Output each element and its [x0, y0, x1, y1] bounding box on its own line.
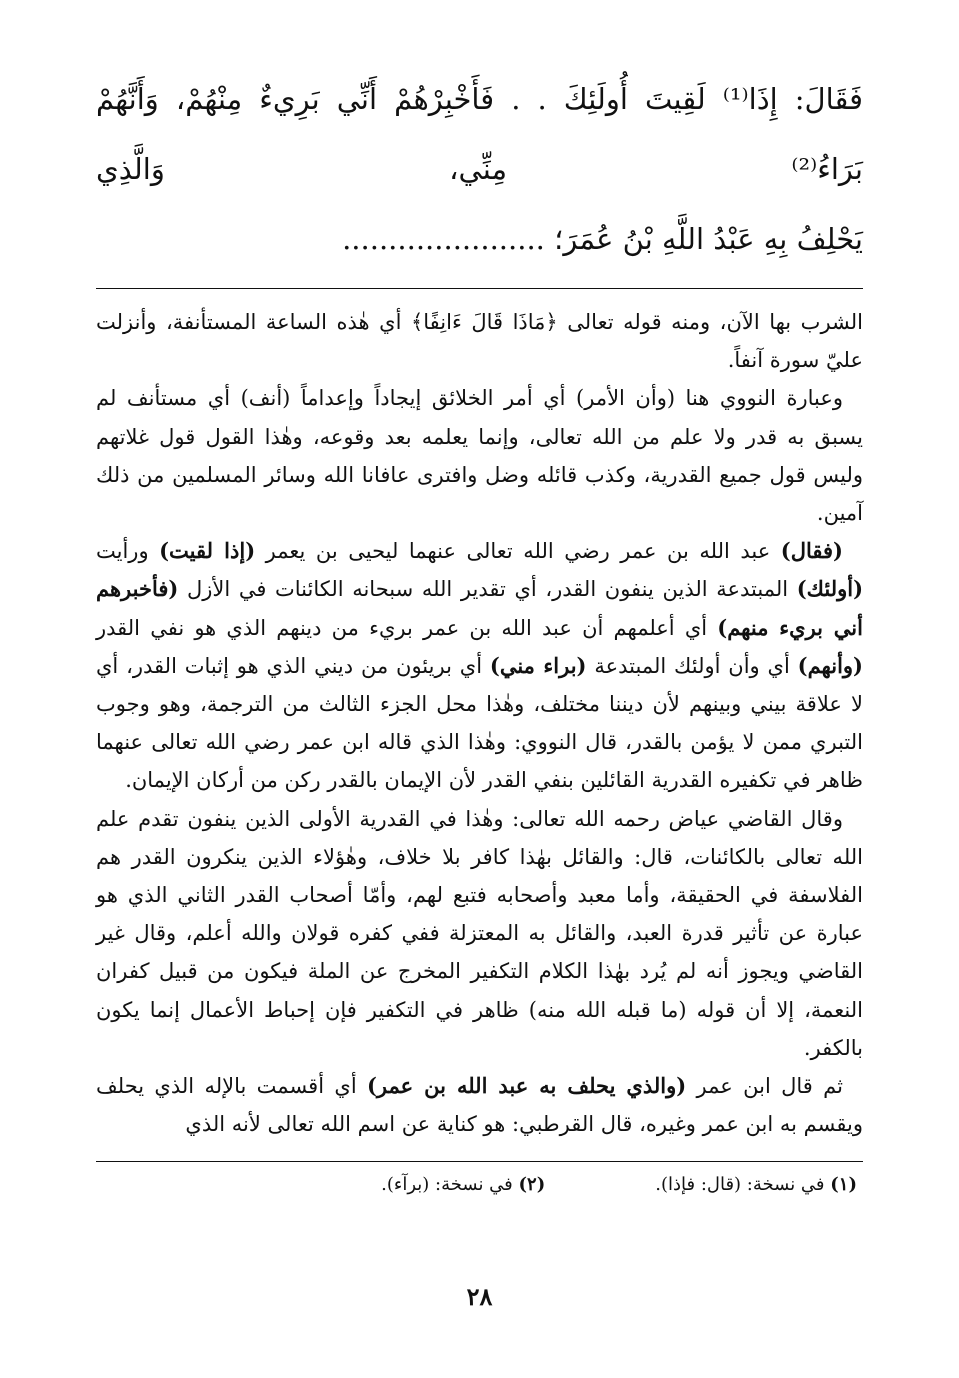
paragraph: وعبارة النووي هنا (وأن الأمر) أي أمر الخلائق إيجاداً وإعداماً (أنف) أي مستأنف لم يسبق به قدر ولا علم من الله تعالى، وإنما يعلمه بعد وقوعه، وهٰذا القول قول غلاتهم وليس قول جميع القدرية، وكذب قائله وضل وافترى عافانا الله وسائر المسلمين من ذلك آمين.	[96, 386, 863, 526]
paragraph	[96, 1067, 863, 1143]
text-run: المبتدعة الذين ينفون القدر، أي تقدير الله سبحانه الكائنات في الأزل	[178, 577, 797, 602]
bold-quote: (وأنهم)	[797, 652, 863, 678]
footnotes	[96, 1174, 863, 1195]
page-number: ٢٨	[466, 1282, 493, 1311]
paragraph: الشرب بها الآن، ومنه قوله تعالى ﴿مَاذَا قَالَ ءَانِفًا﴾ أي هٰذه الساعة المستأنفة، وأنزلت عليّ سورة آنفاً.	[96, 310, 863, 373]
hadith-text	[96, 64, 863, 274]
text-run: عبد الله بن عمر رضي الله تعالى عنهما ليحيى بن يعمر	[255, 539, 781, 564]
commentary-text	[96, 303, 863, 1143]
bold-quote: (والذي يحلف به عبد الله بن عمر)	[367, 1073, 687, 1099]
footnote	[381, 1174, 545, 1195]
bold-quote: (فقال)	[780, 538, 843, 564]
footnote-number: (١)	[830, 1174, 857, 1196]
hadith-line: يَحْلِفُ بِهِ عَبْدُ اللَّهِ بْنُ عُمَرَ؛ ......................	[342, 222, 863, 256]
footnote-text: في نسخة: (قال: فإذا).	[655, 1174, 825, 1196]
hadith-line: فَقَالَ: إِذَا⁽¹⁾ لَقِيتَ أُولَئِكَ . . فَأَخْبِرْهُمْ أَنِّي بَرِيءٌ مِنْهُمْ، وَأَنَّهُمْ بَرَاءُ⁽²⁾ مِنِّي، وَالَّذِي	[96, 82, 863, 186]
text-run: أي بريئون من ديني الذي هو إثبات القدر، أي لا علاقة بيني وبينهم لأن ديننا مختلف، وهٰذا محل الجزء الثالث من الترجمة، وهو وجوب التبري ممن لا يؤمن بالقدر، قال النووي: وهٰذا الذي قاله ابن عمر رضي الله تعالى عنهما ظاهر في تكفيره القدرية القائلين بنفي القدر لأن الإيمان بالقدر ركن من أركان الإيمان.	[96, 653, 863, 793]
bold-quote: (أولئك)	[796, 576, 863, 602]
footnote-divider	[96, 1161, 863, 1162]
footnote-text: في نسخة: (برآء).	[381, 1174, 513, 1196]
paragraph	[96, 532, 863, 799]
text-run: ثم قال ابن عمر	[686, 1074, 843, 1099]
bold-quote: (إذا لقيت)	[159, 538, 256, 564]
text-run: أي وأن أولئك المبتدعة	[586, 653, 798, 678]
text-run: أي أعلمهم أن عبد الله بن عمر بريء من دينهم الذي هو نفي القدر	[96, 615, 718, 640]
text-run: أي أقسمت بالإله الذي يحلف ويقسم به ابن عمر وغيره، قال القرطبي: هو كناية عن اسم الله تعالى لأنه الذي	[96, 1074, 863, 1137]
text-run: ورأيت	[96, 539, 160, 564]
section-divider	[96, 288, 863, 289]
footnote-number: (٢)	[518, 1174, 546, 1196]
bold-quote: (فأخبرهم أني بريء منهم)	[96, 576, 863, 640]
footnote	[655, 1174, 857, 1195]
paragraph: وقال القاضي عياض رحمه الله تعالى: وهٰذا في القدرية الأولى الذين ينفون تقدم علم الله تعالى بالكائنات، قال: والقائل بهٰذا كافر بلا خلاف، وهٰؤلاء الذين ينكرون القدر هم الفلاسفة في الحقيقة، وأما معبد وأصحابه فتبع لهم، وأمّا أصحاب القدر الثاني الذي هو عبارة عن تأثير قدرة العبد، والقائل به المعتزلة ففي كفره قولان والله أعلم، وقال غير القاضي ويجوز أنه لم يُرد بهٰذا الكلام التكفير المخرج عن الملة فيكون من قبيل كفران النعمة، إلا أن قوله (ما قبله الله منه) ظاهر في التكفير فإن إحباط الأعمال إنما يكون بالكفر.	[96, 806, 863, 1060]
bold-quote: (براء مني)	[489, 652, 587, 678]
